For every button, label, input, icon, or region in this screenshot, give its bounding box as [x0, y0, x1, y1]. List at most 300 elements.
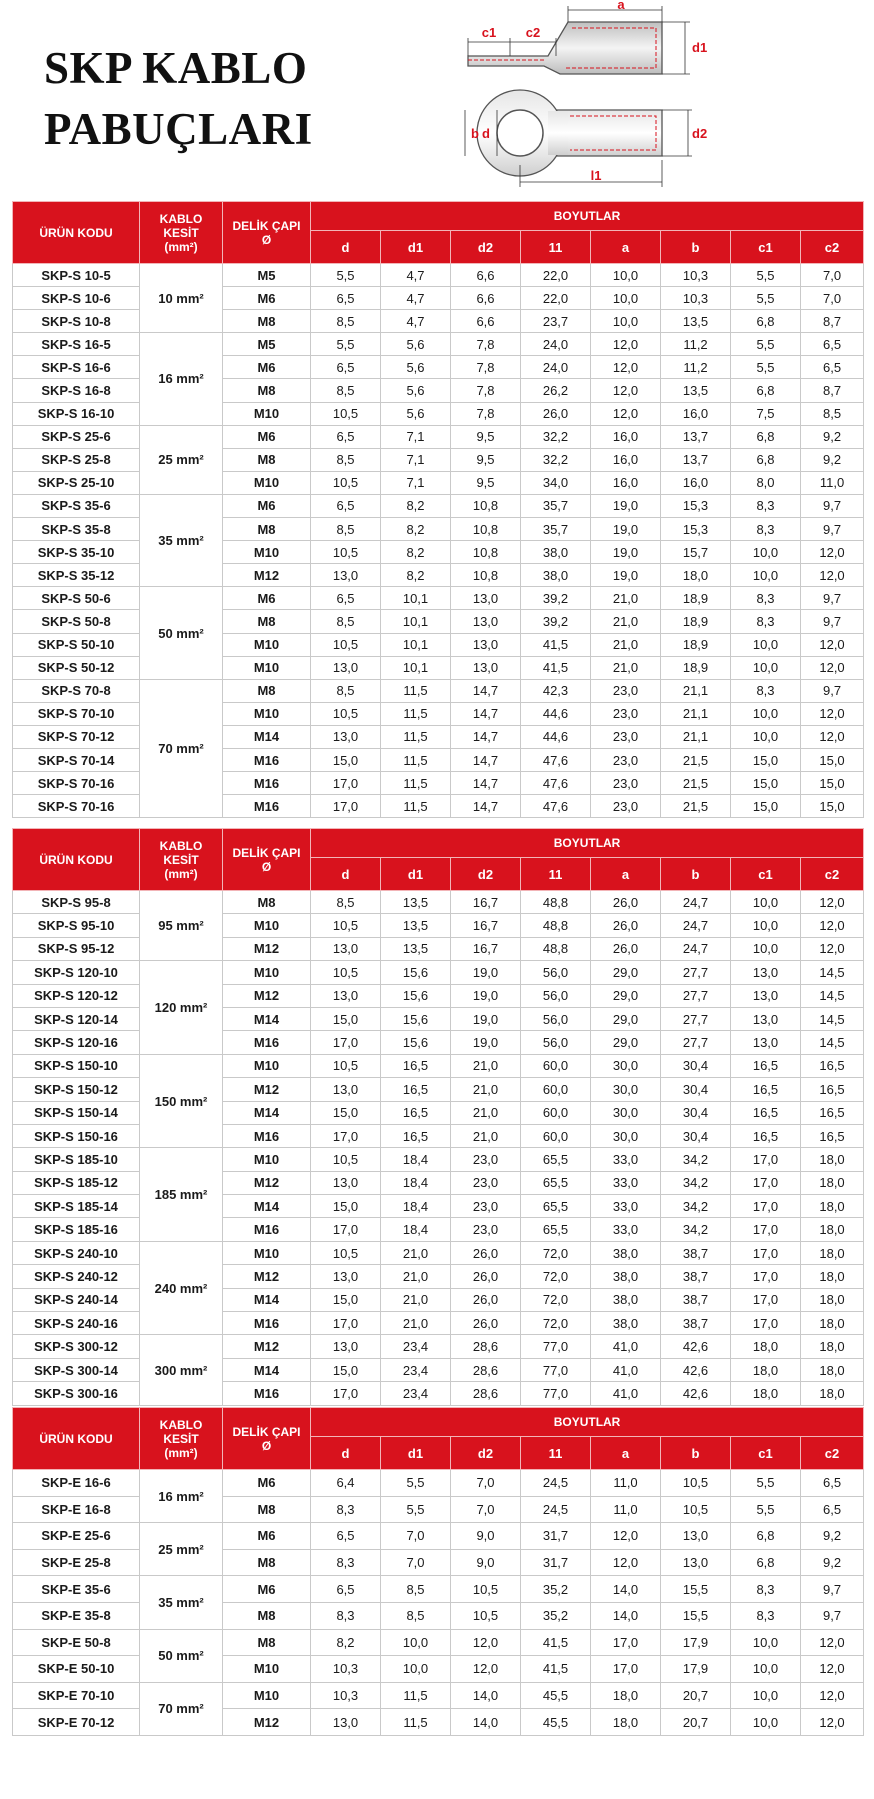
cable-section-cell: 120 mm²: [140, 961, 223, 1055]
dimension-cell: 14,5: [801, 984, 864, 1007]
hole-diameter-cell: M10: [223, 471, 311, 494]
dimension-cell: 41,0: [591, 1358, 661, 1381]
col-header-dim-2: d2: [451, 858, 521, 891]
product-code-cell: SKP-S 10-5: [13, 264, 140, 287]
dimension-cell: 9,5: [451, 448, 521, 471]
dimension-cell: 14,0: [451, 1682, 521, 1709]
dimension-cell: 24,5: [521, 1496, 591, 1523]
dimension-cell: 38,7: [661, 1312, 731, 1335]
dimension-cell: 17,0: [311, 1031, 381, 1054]
dimension-cell: 10,3: [311, 1656, 381, 1683]
dimension-cell: 13,5: [381, 914, 451, 937]
dimension-cell: 14,7: [451, 795, 521, 818]
dimension-cell: 12,0: [801, 1709, 864, 1736]
dimension-cell: 9,0: [451, 1523, 521, 1550]
dimension-cell: 34,2: [661, 1195, 731, 1218]
col-header-dim-5: b: [661, 858, 731, 891]
dimension-cell: 18,0: [801, 1241, 864, 1264]
dimension-cell: 14,7: [451, 772, 521, 795]
hole-diameter-cell: M8: [223, 1602, 311, 1629]
dimension-cell: 12,0: [801, 891, 864, 914]
dimension-cell: 24,5: [521, 1470, 591, 1497]
dimension-cell: 8,5: [311, 310, 381, 333]
dimension-cell: 21,5: [661, 748, 731, 771]
dimension-cell: 11,2: [661, 333, 731, 356]
dimension-cell: 60,0: [521, 1101, 591, 1124]
dimension-cell: 26,0: [591, 937, 661, 960]
dimension-cell: 7,0: [451, 1496, 521, 1523]
col-header-hole-line-2: Ø: [261, 232, 272, 247]
col-header-dim-2: d2: [451, 1437, 521, 1470]
dimension-cell: 10,0: [731, 1656, 801, 1683]
dimension-cell: 8,3: [731, 494, 801, 517]
product-code-cell: SKP-S 185-16: [13, 1218, 140, 1241]
product-code-cell: SKP-S 35-8: [13, 518, 140, 541]
dimension-cell: 47,6: [521, 795, 591, 818]
cable-section-cell: 240 mm²: [140, 1241, 223, 1335]
dimension-cell: 9,5: [451, 471, 521, 494]
dimension-cell: 5,5: [731, 1470, 801, 1497]
dimension-cell: 21,0: [381, 1312, 451, 1335]
dimension-cell: 33,0: [591, 1171, 661, 1194]
dimension-cell: 16,5: [731, 1124, 801, 1147]
dimension-cell: 19,0: [451, 984, 521, 1007]
dimension-cell: 21,5: [661, 772, 731, 795]
dimension-cell: 77,0: [521, 1382, 591, 1405]
product-code-cell: SKP-S 185-12: [13, 1171, 140, 1194]
hole-diameter-cell: M16: [223, 1031, 311, 1054]
dimension-cell: 15,7: [661, 541, 731, 564]
product-code-cell: SKP-S 95-10: [13, 914, 140, 937]
dimension-cell: 41,5: [521, 1656, 591, 1683]
dimension-cell: 21,1: [661, 725, 731, 748]
dimension-cell: 17,0: [731, 1288, 801, 1311]
dimension-cell: 30,0: [591, 1124, 661, 1147]
cable-lug-dimension-diagram: [460, 0, 860, 195]
dimension-cell: 18,4: [381, 1195, 451, 1218]
dimension-cell: 9,7: [801, 494, 864, 517]
dimension-cell: 7,1: [381, 471, 451, 494]
dimension-cell: 10,5: [451, 1576, 521, 1603]
dimension-cell: 8,5: [311, 379, 381, 402]
dimension-cell: 15,0: [311, 1195, 381, 1218]
dimension-cell: 21,0: [381, 1241, 451, 1264]
dimension-cell: 21,0: [451, 1054, 521, 1077]
dimension-cell: 13,7: [661, 425, 731, 448]
table-row: [13, 1629, 864, 1656]
dimension-cell: 8,3: [731, 1602, 801, 1629]
hole-diameter-cell: M16: [223, 748, 311, 771]
dimension-cell: 13,0: [311, 1265, 381, 1288]
col-header-section-line-1: KABLO: [159, 1417, 203, 1432]
dimension-cell: 31,7: [521, 1523, 591, 1550]
dimension-cell: 26,0: [451, 1312, 521, 1335]
dimension-cell: 5,6: [381, 402, 451, 425]
dimension-cell: 16,0: [661, 402, 731, 425]
dimension-cell: 6,5: [801, 1470, 864, 1497]
dimension-cell: 10,5: [661, 1496, 731, 1523]
dimension-cell: 6,5: [311, 287, 381, 310]
dimension-cell: 15,6: [381, 1031, 451, 1054]
dimension-cell: 14,7: [451, 679, 521, 702]
hole-diameter-cell: M16: [223, 1312, 311, 1335]
hole-diameter-cell: M5: [223, 333, 311, 356]
dimension-cell: 10,5: [311, 541, 381, 564]
hole-diameter-cell: M14: [223, 1101, 311, 1124]
cable-section-cell: 35 mm²: [140, 494, 223, 586]
dimension-cell: 19,0: [591, 494, 661, 517]
dimension-cell: 26,0: [451, 1265, 521, 1288]
hole-diameter-cell: M14: [223, 1007, 311, 1030]
dimension-cell: 11,0: [801, 471, 864, 494]
hole-diameter-cell: M8: [223, 518, 311, 541]
dimension-cell: 21,0: [451, 1078, 521, 1101]
dimension-cell: 30,0: [591, 1078, 661, 1101]
hole-diameter-cell: M6: [223, 425, 311, 448]
dimension-cell: 5,5: [731, 264, 801, 287]
title-line-1: SKP KABLO: [44, 43, 308, 93]
dimension-cell: 8,3: [311, 1602, 381, 1629]
col-header-hole-diameter: [223, 202, 311, 264]
product-code-cell: SKP-S 50-12: [13, 656, 140, 679]
cable-section-cell: 70 mm²: [140, 679, 223, 818]
dimension-cell: 13,0: [731, 961, 801, 984]
dimension-cell: 4,7: [381, 287, 451, 310]
dimension-cell: 14,7: [451, 725, 521, 748]
hole-diameter-cell: M16: [223, 795, 311, 818]
dimension-cell: 12,0: [801, 1629, 864, 1656]
hole-diameter-cell: M6: [223, 356, 311, 379]
dimension-cell: 15,6: [381, 984, 451, 1007]
col-header-dim-1: d1: [381, 858, 451, 891]
dimension-cell: 6,8: [731, 1523, 801, 1550]
dimension-cell: 6,5: [311, 1523, 381, 1550]
dimension-cell: 31,7: [521, 1549, 591, 1576]
dimension-cell: 19,0: [591, 518, 661, 541]
dimension-cell: 8,3: [311, 1496, 381, 1523]
product-code-cell: SKP-S 240-12: [13, 1265, 140, 1288]
dimension-cell: 12,0: [801, 1682, 864, 1709]
dimension-cell: 11,5: [381, 772, 451, 795]
dimension-cell: 9,7: [801, 518, 864, 541]
col-header-dim-6: c1: [731, 231, 801, 264]
cable-section-cell: 50 mm²: [140, 587, 223, 679]
dimension-cell: 15,0: [311, 1101, 381, 1124]
dimension-cell: 28,6: [451, 1382, 521, 1405]
dimension-cell: 11,0: [591, 1496, 661, 1523]
dimension-cell: 10,0: [731, 702, 801, 725]
col-header-product-code: ÜRÜN KODU: [13, 829, 140, 891]
col-header-dim-5: b: [661, 1437, 731, 1470]
dimension-cell: 10,0: [731, 1682, 801, 1709]
hole-diameter-cell: M10: [223, 633, 311, 656]
dimension-cell: 6,5: [311, 425, 381, 448]
dimension-cell: 19,0: [451, 1031, 521, 1054]
dimension-cell: 23,0: [591, 772, 661, 795]
table-row: [13, 1335, 864, 1358]
dimension-cell: 21,0: [591, 587, 661, 610]
dimension-cell: 17,0: [591, 1656, 661, 1683]
table-row: [13, 679, 864, 702]
dimension-cell: 17,9: [661, 1656, 731, 1683]
dimension-cell: 8,2: [381, 541, 451, 564]
dimension-cell: 13,0: [311, 1709, 381, 1736]
dimension-cell: 7,0: [381, 1523, 451, 1550]
dimension-cell: 17,0: [731, 1218, 801, 1241]
col-header-dim-6: c1: [731, 858, 801, 891]
product-code-cell: SKP-S 16-5: [13, 333, 140, 356]
dimension-cell: 18,0: [801, 1171, 864, 1194]
dimension-cell: 38,0: [591, 1288, 661, 1311]
dimension-cell: 13,5: [381, 937, 451, 960]
hole-diameter-cell: M10: [223, 702, 311, 725]
col-header-hole-line-1: DELİK ÇAPI: [232, 218, 301, 233]
product-code-cell: SKP-S 70-8: [13, 679, 140, 702]
dimension-cell: 7,1: [381, 425, 451, 448]
dimension-cell: 42,6: [661, 1335, 731, 1358]
dimension-cell: 8,5: [311, 610, 381, 633]
dimension-cell: 6,5: [801, 1496, 864, 1523]
dimension-cell: 41,0: [591, 1335, 661, 1358]
dimension-cell: 16,0: [591, 448, 661, 471]
col-header-dim-0: d: [311, 858, 381, 891]
dimension-cell: 45,5: [521, 1709, 591, 1736]
dimension-cell: 23,0: [591, 725, 661, 748]
dimension-cell: 10,1: [381, 610, 451, 633]
dimension-cell: 10,0: [731, 1629, 801, 1656]
product-code-cell: SKP-S 120-16: [13, 1031, 140, 1054]
dimension-cell: 7,0: [451, 1470, 521, 1497]
product-code-cell: SKP-S 25-10: [13, 471, 140, 494]
dimension-cell: 12,0: [591, 333, 661, 356]
dimension-cell: 18,0: [801, 1312, 864, 1335]
dimension-cell: 5,6: [381, 333, 451, 356]
dimension-cell: 32,2: [521, 448, 591, 471]
dimension-cell: 15,0: [311, 1358, 381, 1381]
dimension-cell: 9,2: [801, 1523, 864, 1550]
dimension-cell: 18,9: [661, 633, 731, 656]
dimension-cell: 14,0: [451, 1709, 521, 1736]
col-header-section-line-3: (mm²): [164, 1445, 198, 1460]
dimension-cell: 19,0: [591, 564, 661, 587]
dim-label-b: b: [471, 126, 479, 141]
dimension-cell: 34,2: [661, 1171, 731, 1194]
dimension-cell: 35,7: [521, 518, 591, 541]
dimension-cell: 14,5: [801, 1031, 864, 1054]
dimension-cell: 8,2: [381, 518, 451, 541]
dimension-cell: 17,0: [591, 1629, 661, 1656]
table-row: [13, 1148, 864, 1171]
dimension-cell: 12,0: [451, 1629, 521, 1656]
dimension-cell: 13,0: [731, 1007, 801, 1030]
dimension-cell: 65,5: [521, 1171, 591, 1194]
dimension-cell: 23,0: [451, 1148, 521, 1171]
hole-diameter-cell: M8: [223, 610, 311, 633]
dimension-cell: 13,0: [311, 1335, 381, 1358]
dimension-cell: 18,0: [801, 1382, 864, 1405]
dimension-cell: 10,0: [731, 564, 801, 587]
dimension-cell: 10,1: [381, 633, 451, 656]
dimension-cell: 11,5: [381, 702, 451, 725]
dimension-cell: 10,0: [591, 287, 661, 310]
hole-diameter-cell: M12: [223, 1265, 311, 1288]
dimension-cell: 7,0: [801, 287, 864, 310]
hole-diameter-cell: M16: [223, 772, 311, 795]
dimension-cell: 10,3: [661, 287, 731, 310]
dimension-cell: 13,0: [311, 564, 381, 587]
dimension-cell: 26,0: [591, 914, 661, 937]
dimension-cell: 14,0: [591, 1602, 661, 1629]
hole-diameter-cell: M10: [223, 1656, 311, 1683]
hole-diameter-cell: M16: [223, 1124, 311, 1147]
dimension-cell: 30,0: [591, 1101, 661, 1124]
dimension-cell: 30,0: [591, 1054, 661, 1077]
col-header-dim-4: a: [591, 1437, 661, 1470]
dimension-cell: 33,0: [591, 1148, 661, 1171]
dimension-cell: 29,0: [591, 961, 661, 984]
dimension-cell: 12,0: [591, 379, 661, 402]
dimension-cell: 35,2: [521, 1602, 591, 1629]
dimension-cell: 33,0: [591, 1195, 661, 1218]
hole-diameter-cell: M14: [223, 1288, 311, 1311]
dimension-cell: 23,0: [591, 748, 661, 771]
hole-diameter-cell: M6: [223, 1576, 311, 1603]
dimension-cell: 13,0: [731, 1031, 801, 1054]
col-header-section-line-1: KABLO: [159, 211, 203, 226]
dimension-cell: 44,6: [521, 725, 591, 748]
dimension-cell: 10,5: [661, 1470, 731, 1497]
product-code-cell: SKP-S 300-12: [13, 1335, 140, 1358]
hole-diameter-cell: M10: [223, 541, 311, 564]
dimension-cell: 18,9: [661, 610, 731, 633]
dimension-cell: 10,5: [311, 471, 381, 494]
col-header-dimensions: BOYUTLAR: [311, 1408, 864, 1437]
product-code-cell: SKP-S 35-10: [13, 541, 140, 564]
dim-label-d2: d2: [692, 126, 708, 141]
cable-section-cell: 50 mm²: [140, 1629, 223, 1682]
product-code-cell: SKP-S 120-10: [13, 961, 140, 984]
dimension-cell: 8,5: [801, 402, 864, 425]
dimension-cell: 10,5: [311, 402, 381, 425]
dimension-cell: 20,7: [661, 1682, 731, 1709]
dimension-cell: 23,0: [591, 679, 661, 702]
dimension-cell: 18,0: [801, 1288, 864, 1311]
dimension-cell: 72,0: [521, 1312, 591, 1335]
dimension-cell: 32,2: [521, 425, 591, 448]
dimension-cell: 6,4: [311, 1470, 381, 1497]
dimension-cell: 5,6: [381, 379, 451, 402]
hole-diameter-cell: M10: [223, 1682, 311, 1709]
dimension-cell: 26,0: [451, 1288, 521, 1311]
table-row: [13, 891, 864, 914]
dimension-cell: 27,7: [661, 961, 731, 984]
dimension-cell: 10,8: [451, 564, 521, 587]
dimension-cell: 10,0: [731, 937, 801, 960]
dimension-cell: 16,5: [381, 1101, 451, 1124]
dimension-cell: 13,0: [311, 1078, 381, 1101]
dimension-cell: 17,0: [731, 1312, 801, 1335]
dimension-cell: 10,1: [381, 587, 451, 610]
side-view: [468, 22, 662, 74]
dimension-cell: 11,2: [661, 356, 731, 379]
product-code-cell: SKP-S 70-16: [13, 772, 140, 795]
dimension-cell: 13,5: [661, 379, 731, 402]
dimension-cell: 23,0: [451, 1218, 521, 1241]
dim-label-a: a: [617, 0, 625, 12]
dimension-cell: 65,5: [521, 1218, 591, 1241]
dimension-cell: 26,2: [521, 379, 591, 402]
dimension-cell: 23,0: [591, 702, 661, 725]
product-code-cell: SKP-S 120-14: [13, 1007, 140, 1030]
dimension-cell: 65,5: [521, 1195, 591, 1218]
dimension-cell: 21,0: [591, 656, 661, 679]
dimension-cell: 5,5: [381, 1470, 451, 1497]
dimension-cell: 28,6: [451, 1335, 521, 1358]
hole-diameter-cell: M10: [223, 961, 311, 984]
col-header-dim-7: c2: [801, 231, 864, 264]
product-code-cell: SKP-S 70-12: [13, 725, 140, 748]
dimension-cell: 8,3: [731, 610, 801, 633]
dimension-cell: 13,0: [451, 587, 521, 610]
dimension-cell: 48,8: [521, 914, 591, 937]
hole-diameter-cell: M8: [223, 679, 311, 702]
dimension-cell: 21,1: [661, 679, 731, 702]
dimension-cell: 60,0: [521, 1124, 591, 1147]
col-header-section-line-2: KESİT: [163, 225, 199, 240]
dimension-cell: 10,5: [451, 1602, 521, 1629]
dimension-cell: 11,5: [381, 1682, 451, 1709]
dimension-cell: 47,6: [521, 772, 591, 795]
dimension-cell: 18,0: [801, 1265, 864, 1288]
dimension-cell: 29,0: [591, 1007, 661, 1030]
hole-diameter-cell: M10: [223, 656, 311, 679]
product-code-cell: SKP-E 70-10: [13, 1682, 140, 1709]
dimension-cell: 13,0: [661, 1549, 731, 1576]
dimension-cell: 10,8: [451, 494, 521, 517]
dimension-cell: 18,9: [661, 656, 731, 679]
dimension-cell: 9,2: [801, 1549, 864, 1576]
dimension-cell: 23,0: [591, 795, 661, 818]
dimension-cell: 15,0: [731, 795, 801, 818]
dim-label-d1: d1: [692, 40, 708, 55]
dimension-cell: 15,0: [311, 1288, 381, 1311]
dimension-cell: 6,5: [311, 494, 381, 517]
hole-diameter-cell: M16: [223, 1218, 311, 1241]
dimension-cell: 14,7: [451, 748, 521, 771]
dimension-cell: 41,0: [591, 1382, 661, 1405]
dimension-cell: 10,0: [731, 633, 801, 656]
dimension-cell: 18,0: [591, 1682, 661, 1709]
dimension-cell: 34,2: [661, 1148, 731, 1171]
dimension-cell: 56,0: [521, 1007, 591, 1030]
dimension-cell: 22,0: [521, 287, 591, 310]
hole-diameter-cell: M8: [223, 448, 311, 471]
col-header-dim-6: c1: [731, 1437, 801, 1470]
product-code-cell: SKP-S 35-12: [13, 564, 140, 587]
dimension-cell: 35,2: [521, 1576, 591, 1603]
dimension-cell: 15,5: [661, 1602, 731, 1629]
dimension-cell: 19,0: [451, 1007, 521, 1030]
hole-diameter-cell: M12: [223, 937, 311, 960]
dimension-cell: 19,0: [591, 541, 661, 564]
dimension-cell: 7,0: [801, 264, 864, 287]
product-code-cell: SKP-E 16-8: [13, 1496, 140, 1523]
product-code-cell: SKP-S 95-8: [13, 891, 140, 914]
hole-diameter-cell: M12: [223, 984, 311, 1007]
dimension-cell: 16,0: [591, 471, 661, 494]
dimension-cell: 13,5: [381, 891, 451, 914]
dimension-cell: 18,4: [381, 1171, 451, 1194]
